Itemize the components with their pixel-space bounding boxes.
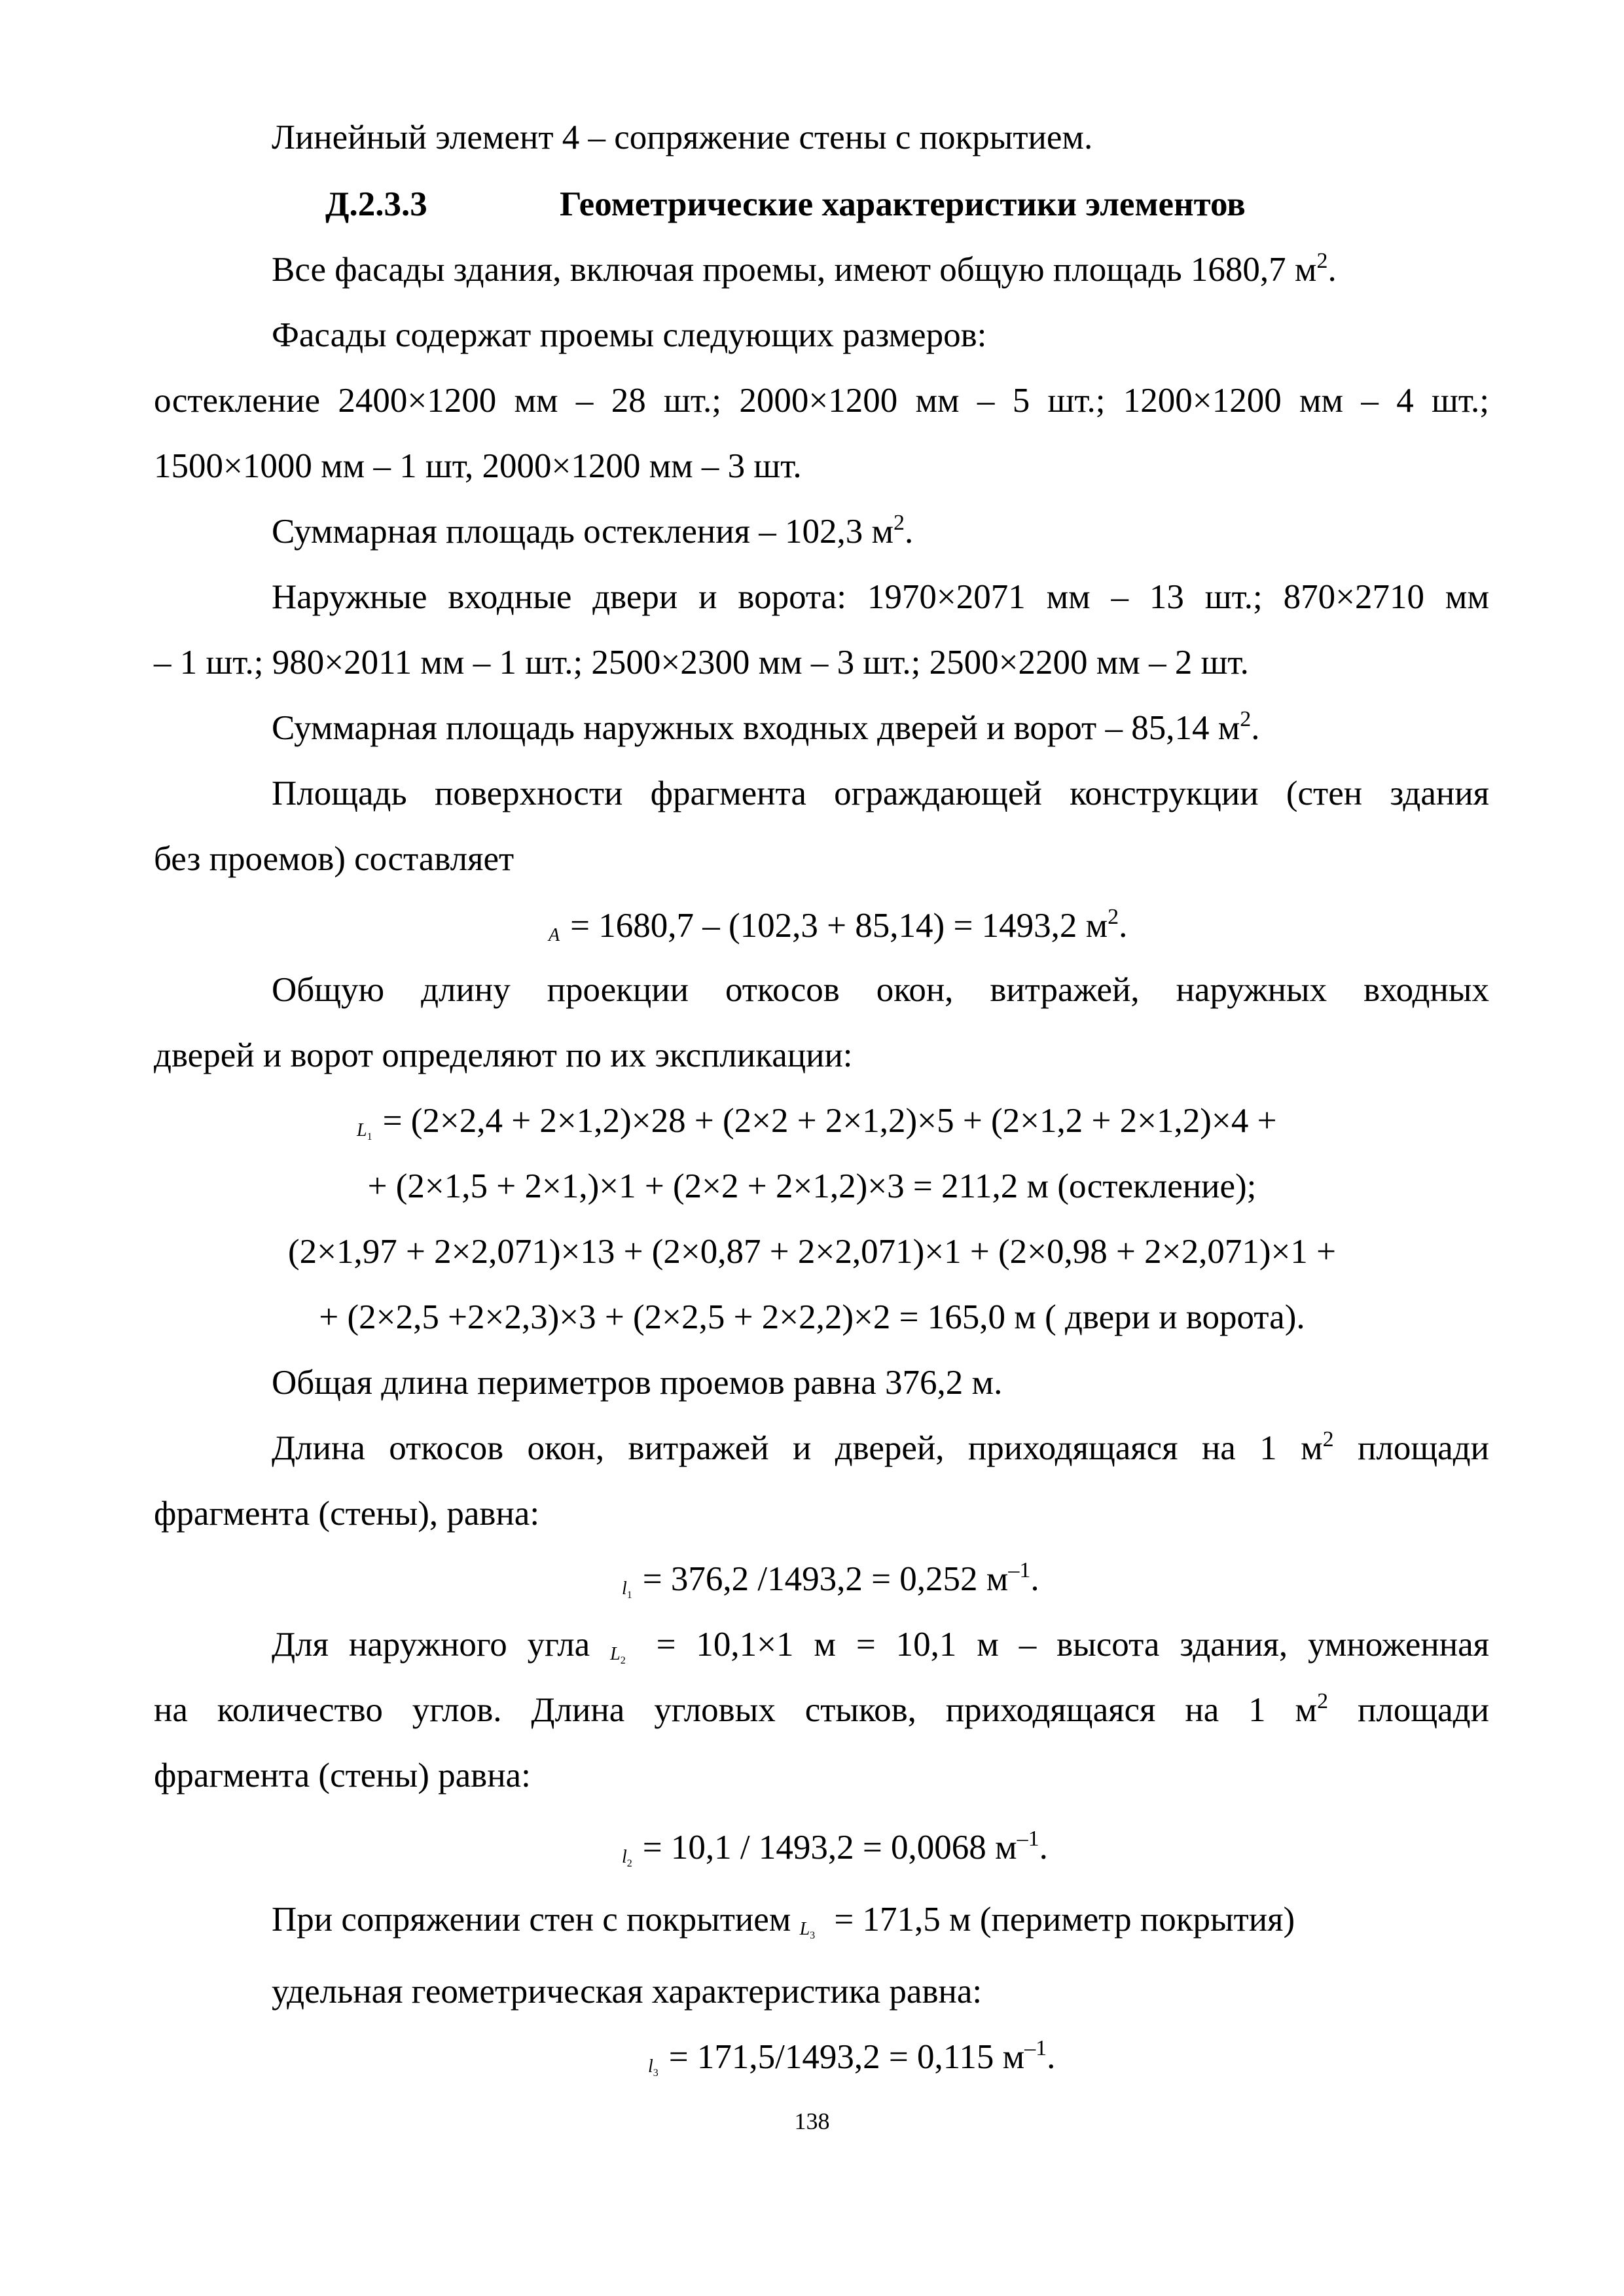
paragraph-corner-line-1: Для наружного угла $L_2 = 10,1\times 1$ м = 10,1 м – высота здания, умноженная [272, 1624, 1489, 1671]
equation-l1: $l_1 = 376,2$ /1493,2 = 0,252 $м^{-1}$. [622, 1558, 1039, 1606]
paragraph-glazing-total: Суммарная площадь остекления – 102,3 $м^2$. [272, 511, 914, 551]
equation-L1-line-2: + (2×1,5 + 2×1,)×1 + (2×2 + 2×1,2)×3 = 211,2 м (остекление); [367, 1167, 1257, 1205]
equation-l2: $l_2 = 10,1 / 1493,2 = 0,0068$ $м^{-1}$. [622, 1827, 1048, 1874]
equation-L1-line-3: (2×1,97 + 2×2,071)×13 + (2×0,87 + 2×2,071)×1 + (2×0,98 + 2×2,071)×1 + [288, 1233, 1336, 1271]
equation-variable: $L_3$ [799, 1919, 816, 1941]
paragraph-slopes-line-1: Длина откосов окон, витражей и дверей, приходящаяся на 1 $м^2$ площади [272, 1427, 1490, 1467]
equation-l3: $l_3 = 171,5/1493,2 = 0,115$ $м^{-1}$. [648, 2036, 1055, 2084]
paragraph-perimeter: Общая длина периметров проемов равна 376,2 м. [272, 1364, 1003, 1402]
equation-variable: $l_3$ [648, 2056, 659, 2079]
paragraph-roof-line-2: удельная геометрическая характеристика равна: [272, 1973, 983, 2011]
paragraph-openings: Фасады содержат проемы следующих размеров: [272, 316, 987, 354]
equation-L1-line-1: $L_1 = (2\times 2,4 + 2\times 1,2)\times 28 + (2\times 2 + 2\times 1,2)\times 5 + (2\times 1,2 + 2\times 1,2)\times 4$ + [357, 1100, 1276, 1148]
paragraph-glazing-line-2: 1500×1000 мм – 1 шт, 2000×1200 мм – 3 шт. [154, 447, 802, 485]
paragraph-doors-total: Суммарная площадь наружных входных дверей и ворот – 85,14 $м^2$. [272, 707, 1260, 747]
paragraph-corner-line-2: на количество углов. Длина угловых стыков, приходящаяся на 1 $м^2$ площади [154, 1689, 1489, 1729]
equation-variable: A [549, 925, 560, 945]
paragraph-slopes-line-2: фрагмента (стены), равна: [154, 1495, 540, 1533]
paragraph-area-line-1: Площадь поверхности фрагмента ограждающей конструкции (стен здания [272, 774, 1489, 812]
line-intro: Линейный элемент 4 – сопряжение стены с покрытием. [272, 118, 1093, 156]
equation-variable: $l_2$ [622, 1847, 632, 1869]
page-number: 138 [794, 2108, 830, 2134]
equation-variable: $L_1$ [357, 1120, 372, 1142]
equation-area: A = 1680,7 – (102,3 + 85,14) = 1493,2 $м^2$. [549, 905, 1127, 953]
paragraph-area-line-2: без проемов) составляет [154, 840, 514, 878]
equation-L1-line-4: + (2×2,5 +2×2,3)×3 + (2×2,5 + 2×2,2)×2 = 165,0 м ( двери и ворота). [319, 1298, 1305, 1336]
paragraph-roof-line-1: При сопряжении стен с покрытием $L_3 = 171,5$ м (периметр покрытия) [272, 1899, 1295, 1946]
heading-number: Д.2.3.3 [325, 185, 427, 223]
equation-variable: $L_2$ [610, 1644, 626, 1666]
heading-title: Геометрические характеристики элементов [560, 185, 1246, 223]
equation-variable: $l_1$ [622, 1578, 632, 1601]
paragraph-doors-line-2: – 1 шт.; 980×2011 мм – 1 шт.; 2500×2300 мм – 3 шт.; 2500×2200 мм – 2 шт. [154, 644, 1249, 682]
paragraph-facades: Все фасады здания, включая проемы, имеют общую площадь 1680,7 $м^2$. [272, 249, 1337, 289]
paragraph-length-line-1: Общую длину проекции откосов окон, витражей, наружных входных [272, 971, 1489, 1009]
paragraph-length-line-2: дверей и ворот определяют по их экспликации: [154, 1036, 853, 1074]
paragraph-doors-line-1: Наружные входные двери и ворота: 1970×2071 мм – 13 шт.; 870×2710 мм [272, 578, 1489, 616]
paragraph-corner-line-3: фрагмента (стены) равна: [154, 1757, 531, 1795]
paragraph-glazing-line-1: остекление 2400×1200 мм – 28 шт.; 2000×1200 мм – 5 шт.; 1200×1200 мм – 4 шт.; [154, 382, 1489, 420]
